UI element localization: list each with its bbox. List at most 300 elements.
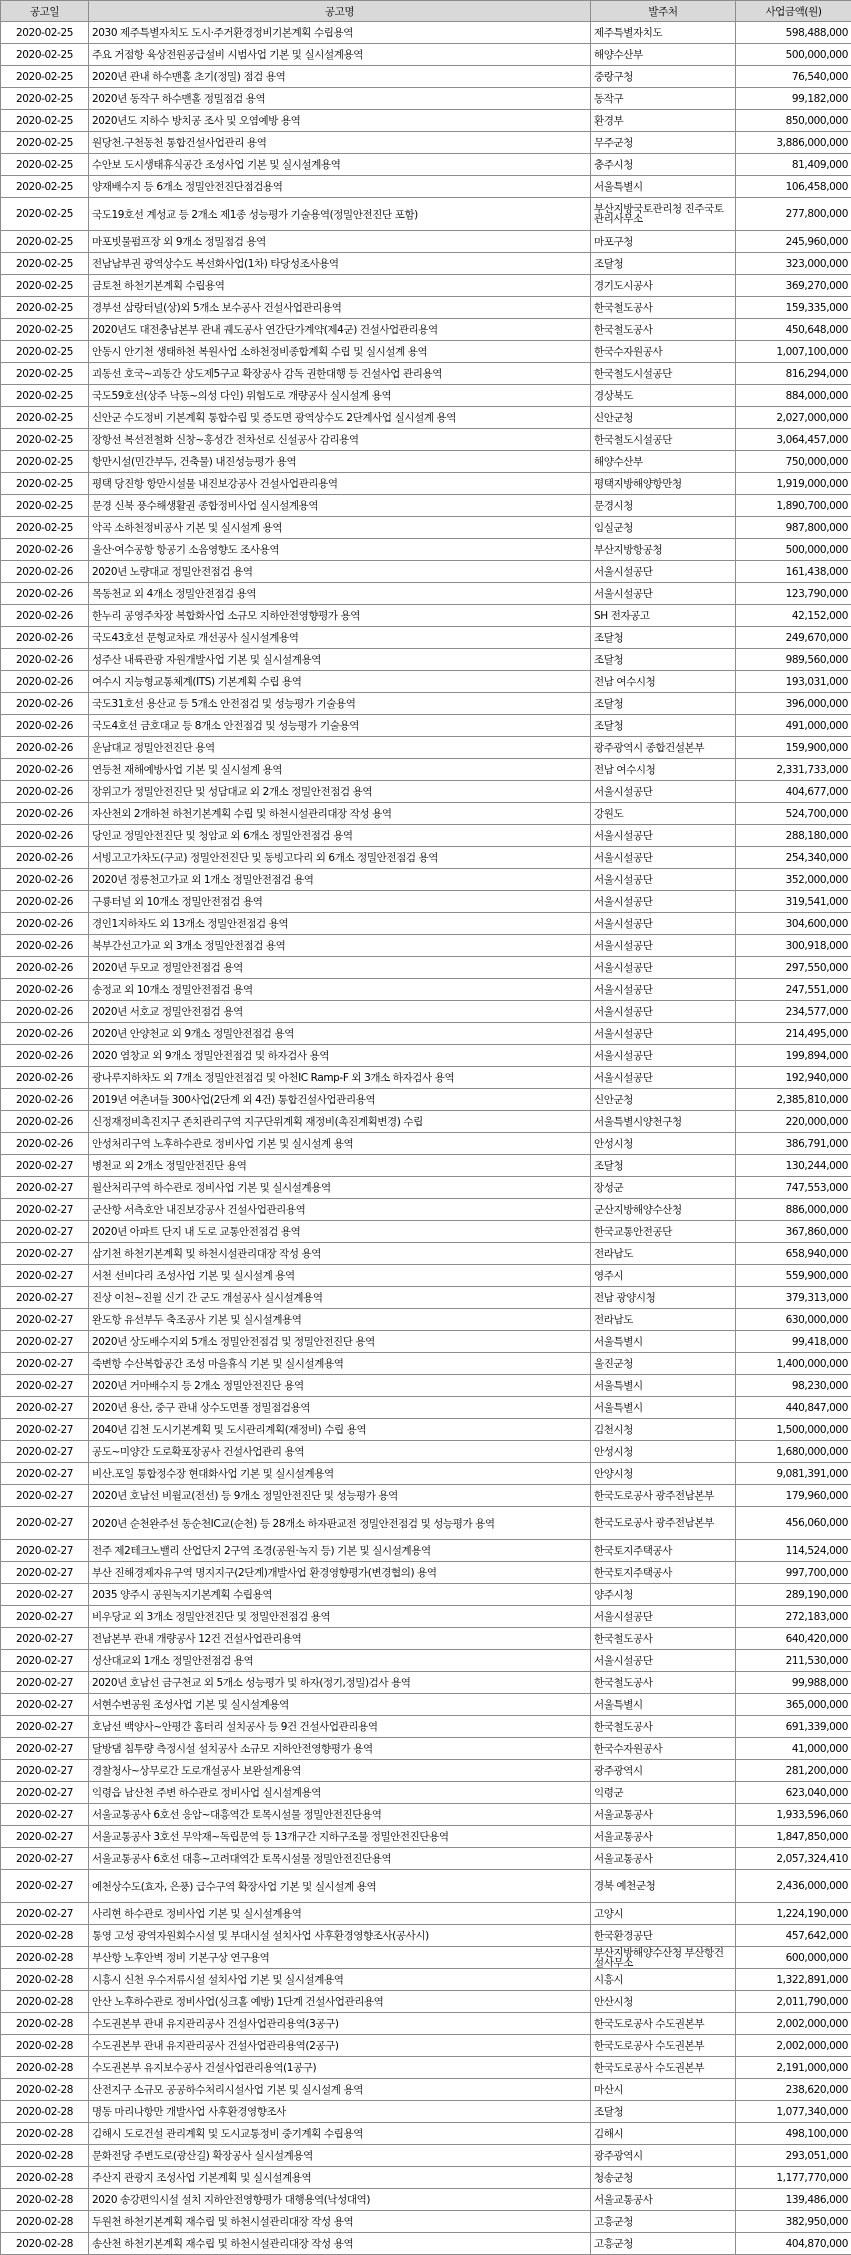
row-amount: 457,642,000 — [736, 1925, 851, 1947]
row-amount: 386,791,000 — [736, 1133, 851, 1155]
row-client: 조달청 — [591, 649, 736, 671]
table-row — [1, 1441, 851, 1463]
row-amount: 1,007,100,000 — [736, 341, 851, 363]
row-date: 2020-02-25 — [1, 110, 89, 132]
table-row — [1, 1243, 851, 1265]
row-date: 2020-02-25 — [1, 495, 89, 517]
row-amount: 1,847,850,000 — [736, 1826, 851, 1848]
row-amount: 2,331,733,000 — [736, 759, 851, 781]
table-row — [1, 1133, 851, 1155]
row-amount: 559,900,000 — [736, 1265, 851, 1287]
row-title: 달방댐 침투량 측정시설 설치공사 소규모 지하안전영향평가 용역 — [89, 1738, 591, 1760]
row-client: 무주군청 — [591, 132, 736, 154]
row-amount: 254,340,000 — [736, 847, 851, 869]
row-title: 2040년 김천 도시기본계획 및 도시관리계획(재정비) 수립 용역 — [89, 1419, 591, 1441]
row-client: 한국수자원공사 — [591, 1738, 736, 1760]
row-date: 2020-02-25 — [1, 88, 89, 110]
row-title: 수도권본부 관내 유지관리공사 건설사업관리용역(2공구) — [89, 2035, 591, 2057]
row-client: 환경부 — [591, 110, 736, 132]
row-amount: 658,940,000 — [736, 1243, 851, 1265]
row-title: 2020년 호남선 비월교(전선) 등 9개소 정밀안전진단 및 성능평가 용역 — [89, 1485, 591, 1507]
row-client: 서울교통공사 — [591, 1804, 736, 1826]
row-title: 서천 선비다리 조성사업 기본 및 실시설계 용역 — [89, 1265, 591, 1287]
row-amount: 98,230,000 — [736, 1375, 851, 1397]
row-amount: 192,940,000 — [736, 1067, 851, 1089]
row-title: 2020년 용산, 중구 관내 상수도면풀 정밀점검용역 — [89, 1397, 591, 1419]
row-title: 송산천 하천기본계획 재수립 및 하천시설관리대장 작성 용역 — [89, 2233, 591, 2255]
row-client: 서울시설공단 — [591, 1045, 736, 1067]
row-client: 해양수산부 — [591, 44, 736, 66]
row-title: 산전지구 소규모 공공하수처리시설사업 기본 및 실시설계 용역 — [89, 2079, 591, 2101]
row-title: 완도항 유선부두 축조공사 기본 및 실시설계용역 — [89, 1309, 591, 1331]
table-row — [1, 2035, 851, 2057]
row-title: 경부선 삼랑터널(상)외 5개소 보수공사 건설사업관리용역 — [89, 297, 591, 319]
table-row — [1, 1738, 851, 1760]
row-amount: 179,960,000 — [736, 1485, 851, 1507]
header-date: 공고일 — [1, 1, 89, 22]
row-amount: 2,436,000,000 — [736, 1870, 851, 1903]
row-title: 병천교 외 2개소 정밀안전진단 용역 — [89, 1155, 591, 1177]
row-amount: 304,600,000 — [736, 913, 851, 935]
row-date: 2020-02-25 — [1, 253, 89, 275]
row-client: 신안군청 — [591, 1089, 736, 1111]
table-row — [1, 803, 851, 825]
table-row — [1, 957, 851, 979]
row-amount: 450,648,000 — [736, 319, 851, 341]
row-title: 운남대교 정밀안전진단 용역 — [89, 737, 591, 759]
table-row — [1, 1584, 851, 1606]
table-row — [1, 561, 851, 583]
row-title: 국도59호선(상주 낙동~의성 다인) 위험도로 개량공사 실시설계 용역 — [89, 385, 591, 407]
row-title: 성산대교외 1개소 정밀안전점검 용역 — [89, 1650, 591, 1672]
row-date: 2020-02-25 — [1, 407, 89, 429]
row-client: 한국철도공사 — [591, 297, 736, 319]
table-row — [1, 2211, 851, 2233]
table-row — [1, 935, 851, 957]
row-title: 2020년 관내 하수맨홀 초기(정밀) 점검 용역 — [89, 66, 591, 88]
row-title: 2020년 동작구 하수맨홀 정밀점검 용역 — [89, 88, 591, 110]
row-title: 마포빗물펌프장 외 9개소 정밀점검 용역 — [89, 231, 591, 253]
row-title: 부산항 노후안벽 정비 기본구상 연구용역 — [89, 1947, 591, 1969]
row-client: 안산시청 — [591, 1991, 736, 2013]
row-client: 광주광역시 — [591, 1760, 736, 1782]
table-row — [1, 693, 851, 715]
table-row — [1, 132, 851, 154]
row-date: 2020-02-27 — [1, 1287, 89, 1309]
row-date: 2020-02-25 — [1, 22, 89, 44]
row-client: 경기도시공사 — [591, 275, 736, 297]
row-client: 서울시설공단 — [591, 847, 736, 869]
table-row — [1, 847, 851, 869]
row-amount: 161,438,000 — [736, 561, 851, 583]
row-date: 2020-02-27 — [1, 1870, 89, 1903]
row-date: 2020-02-26 — [1, 803, 89, 825]
row-title: 여수시 지능형교통체계(ITS) 기본계획 수립 용역 — [89, 671, 591, 693]
row-amount: 816,294,000 — [736, 363, 851, 385]
row-title: 한누리 공영주차장 복합화사업 소규모 지하안전영향평가 용역 — [89, 605, 591, 627]
row-amount: 997,700,000 — [736, 1562, 851, 1584]
row-amount: 524,700,000 — [736, 803, 851, 825]
row-date: 2020-02-26 — [1, 561, 89, 583]
row-amount: 1,400,000,000 — [736, 1353, 851, 1375]
table-row — [1, 1760, 851, 1782]
row-amount: 249,670,000 — [736, 627, 851, 649]
row-title: 2020년 서호교 정밀안전점검 용역 — [89, 1001, 591, 1023]
row-title: 울산·여수공항 항공기 소음영향도 조사용역 — [89, 539, 591, 561]
row-title: 사리현 하수관로 정비사업 기본 및 실시설계용역 — [89, 1903, 591, 1925]
row-title: 안동시 안기천 생태하천 복원사업 소하천정비종합계획 수립 및 실시설계 용역 — [89, 341, 591, 363]
row-client: 서울시설공단 — [591, 561, 736, 583]
row-client: 고양시 — [591, 1903, 736, 1925]
row-date: 2020-02-25 — [1, 297, 89, 319]
row-date: 2020-02-27 — [1, 1331, 89, 1353]
row-amount: 199,894,000 — [736, 1045, 851, 1067]
table-row — [1, 110, 851, 132]
row-date: 2020-02-27 — [1, 1375, 89, 1397]
table-row — [1, 275, 851, 297]
table-row — [1, 1991, 851, 2013]
row-title: 군산항 서측호안 내진보강공사 건설사업관리용역 — [89, 1199, 591, 1221]
row-amount: 1,224,190,000 — [736, 1903, 851, 1925]
row-amount: 352,000,000 — [736, 869, 851, 891]
row-date: 2020-02-28 — [1, 1991, 89, 2013]
row-date: 2020-02-27 — [1, 1540, 89, 1562]
row-client: 서울시설공단 — [591, 913, 736, 935]
row-amount: 598,488,000 — [736, 22, 851, 44]
table-row — [1, 1947, 851, 1969]
table-row — [1, 2079, 851, 2101]
row-title: 수도권본부 관내 유지관리공사 건설사업관리용역(3공구) — [89, 2013, 591, 2035]
row-title: 2019년 여촌녀들 300사업(2단계 외 4건) 통합건설사업관리용역 — [89, 1089, 591, 1111]
row-title: 국도4호선 금호대교 등 8개소 안전점검 및 성능평가 기술용역 — [89, 715, 591, 737]
row-client: 부산지방해양수산청 부산항건설사무소 — [591, 1947, 736, 1969]
row-client: 김해시 — [591, 2123, 736, 2145]
row-title: 2020 염창교 외 9개소 정밀안전점검 및 하자검사 용역 — [89, 1045, 591, 1067]
table-row — [1, 825, 851, 847]
table-row — [1, 44, 851, 66]
row-date: 2020-02-27 — [1, 1221, 89, 1243]
row-title: 송정교 외 10개소 정밀안전점검 용역 — [89, 979, 591, 1001]
row-amount: 81,409,000 — [736, 154, 851, 176]
row-client: 군산지방해양수산청 — [591, 1199, 736, 1221]
row-client: 서울시설공단 — [591, 1067, 736, 1089]
table-row — [1, 1826, 851, 1848]
row-title: 전주 제2테크노밸리 산업단지 2구역 조경(공원·녹지 등) 기본 및 실시설계용역 — [89, 1540, 591, 1562]
row-title: 금토천 하천기본계획 수립용역 — [89, 275, 591, 297]
row-amount: 365,000,000 — [736, 1694, 851, 1716]
row-title: 연등천 재해예방사업 기본 및 실시설계 용역 — [89, 759, 591, 781]
table-row — [1, 913, 851, 935]
row-date: 2020-02-27 — [1, 1694, 89, 1716]
row-client: 서울교통공사 — [591, 2189, 736, 2211]
header-row — [1, 1, 851, 22]
row-title: 삼기천 하천기본계획 및 하천시설관리대장 작성 용역 — [89, 1243, 591, 1265]
table-row — [1, 1925, 851, 1947]
row-date: 2020-02-25 — [1, 341, 89, 363]
row-client: 전남 여수시청 — [591, 671, 736, 693]
table-body — [1, 22, 851, 2255]
table-row — [1, 869, 851, 891]
table-row — [1, 1485, 851, 1507]
row-client: 서울시설공단 — [591, 935, 736, 957]
row-date: 2020-02-26 — [1, 869, 89, 891]
row-date: 2020-02-26 — [1, 627, 89, 649]
table-row — [1, 198, 851, 231]
row-title: 2020년 상도배수지외 5개소 정밀안전점검 및 정밀안전진단 용역 — [89, 1331, 591, 1353]
row-client: 한국도로공사 수도권본부 — [591, 2057, 736, 2079]
table-row — [1, 1606, 851, 1628]
row-date: 2020-02-25 — [1, 319, 89, 341]
row-date: 2020-02-26 — [1, 693, 89, 715]
row-amount: 747,553,000 — [736, 1177, 851, 1199]
table-row — [1, 737, 851, 759]
table-row — [1, 583, 851, 605]
table-row — [1, 1287, 851, 1309]
row-date: 2020-02-25 — [1, 44, 89, 66]
table-row — [1, 649, 851, 671]
row-amount: 600,000,000 — [736, 1947, 851, 1969]
row-client: 김천시청 — [591, 1419, 736, 1441]
row-amount: 277,800,000 — [736, 198, 851, 231]
table-row — [1, 1221, 851, 1243]
row-amount: 41,000,000 — [736, 1738, 851, 1760]
row-amount: 288,180,000 — [736, 825, 851, 847]
row-amount: 106,458,000 — [736, 176, 851, 198]
table-row — [1, 154, 851, 176]
row-date: 2020-02-25 — [1, 473, 89, 495]
row-date: 2020-02-27 — [1, 1782, 89, 1804]
table-row — [1, 363, 851, 385]
row-date: 2020-02-26 — [1, 715, 89, 737]
table-row — [1, 176, 851, 198]
row-date: 2020-02-26 — [1, 781, 89, 803]
row-amount: 139,486,000 — [736, 2189, 851, 2211]
row-title: 구룡터널 외 10개소 정밀안전점검 용역 — [89, 891, 591, 913]
row-client: 서울특별시 — [591, 1694, 736, 1716]
table-row — [1, 1397, 851, 1419]
row-title: 장위고가 정밀안전진단 및 성담대교 외 2개소 정밀안전점검 용역 — [89, 781, 591, 803]
row-client: 전남 여수시청 — [591, 759, 736, 781]
table-row — [1, 297, 851, 319]
row-amount: 498,100,000 — [736, 2123, 851, 2145]
row-date: 2020-02-28 — [1, 1925, 89, 1947]
row-title: 평택 당진항 항만시설물 내진보강공사 건설사업관리용역 — [89, 473, 591, 495]
row-client: 평택지방해양항만청 — [591, 473, 736, 495]
row-title: 2020년 두모교 정밀안전점검 용역 — [89, 957, 591, 979]
table-row — [1, 451, 851, 473]
row-client: 울진군청 — [591, 1353, 736, 1375]
row-amount: 130,244,000 — [736, 1155, 851, 1177]
row-date: 2020-02-26 — [1, 979, 89, 1001]
row-client: 강원도 — [591, 803, 736, 825]
row-amount: 367,860,000 — [736, 1221, 851, 1243]
row-amount: 114,524,000 — [736, 1540, 851, 1562]
row-title: 2020년 아파트 단지 내 도로 교통안전점검 용역 — [89, 1221, 591, 1243]
row-title: 목동천교 외 4개소 정밀안전점검 용역 — [89, 583, 591, 605]
table-row — [1, 88, 851, 110]
row-amount: 1,890,700,000 — [736, 495, 851, 517]
row-date: 2020-02-27 — [1, 1463, 89, 1485]
row-amount: 500,000,000 — [736, 539, 851, 561]
row-date: 2020-02-28 — [1, 2101, 89, 2123]
row-date: 2020-02-26 — [1, 1023, 89, 1045]
row-date: 2020-02-27 — [1, 1584, 89, 1606]
row-amount: 99,418,000 — [736, 1331, 851, 1353]
row-amount: 247,551,000 — [736, 979, 851, 1001]
row-title: 수도권본부 유지보수공사 건설사업관리용역(1공구) — [89, 2057, 591, 2079]
row-date: 2020-02-27 — [1, 1199, 89, 1221]
table-row — [1, 1628, 851, 1650]
row-date: 2020-02-27 — [1, 1848, 89, 1870]
row-client: 서울시설공단 — [591, 1650, 736, 1672]
table-row — [1, 1419, 851, 1441]
table-row — [1, 1375, 851, 1397]
row-date: 2020-02-26 — [1, 825, 89, 847]
row-title: 김해시 도로건설 관리계획 및 도시교통정비 중기계획 수립용역 — [89, 2123, 591, 2145]
row-amount: 9,081,391,000 — [736, 1463, 851, 1485]
row-client: 서울교통공사 — [591, 1826, 736, 1848]
row-title: 전남남부권 광역상수도 복선화사업(1차) 타당성조사용역 — [89, 253, 591, 275]
row-amount: 750,000,000 — [736, 451, 851, 473]
table-row — [1, 1804, 851, 1826]
row-client: 한국토지주택공사 — [591, 1562, 736, 1584]
row-client: 한국환경공단 — [591, 1925, 736, 1947]
row-amount: 2,057,324,410 — [736, 1848, 851, 1870]
row-client: 경북 예천군청 — [591, 1870, 736, 1903]
row-date: 2020-02-25 — [1, 385, 89, 407]
table-row — [1, 495, 851, 517]
row-date: 2020-02-25 — [1, 517, 89, 539]
row-title: 항만시설(민간부두, 건축물) 내진성능평가 용역 — [89, 451, 591, 473]
row-amount: 1,322,891,000 — [736, 1969, 851, 1991]
row-client: SH 전자공고 — [591, 605, 736, 627]
row-client: 조달청 — [591, 2101, 736, 2123]
row-client: 서울시설공단 — [591, 583, 736, 605]
row-client: 고흥군청 — [591, 2211, 736, 2233]
row-amount: 319,541,000 — [736, 891, 851, 913]
row-date: 2020-02-27 — [1, 1606, 89, 1628]
row-amount: 193,031,000 — [736, 671, 851, 693]
header-client: 발주처 — [591, 1, 736, 22]
row-client: 안성시청 — [591, 1441, 736, 1463]
row-date: 2020-02-27 — [1, 1507, 89, 1540]
header-title: 공고명 — [89, 1, 591, 22]
row-amount: 404,677,000 — [736, 781, 851, 803]
table-row — [1, 429, 851, 451]
row-amount: 1,177,770,000 — [736, 2167, 851, 2189]
table-row — [1, 1001, 851, 1023]
row-amount: 2,027,000,000 — [736, 407, 851, 429]
row-title: 경인1지하차도 외 13개소 정밀안전점검 용역 — [89, 913, 591, 935]
row-title: 자산천외 2개하천 하천기본계획 수립 및 하천시설관리대장 작성 용역 — [89, 803, 591, 825]
row-date: 2020-02-27 — [1, 1419, 89, 1441]
row-title: 예천상수도(효자, 은풍) 급수구역 확장사업 기본 및 실시설계 용역 — [89, 1870, 591, 1903]
row-client: 한국철도시설공단 — [591, 429, 736, 451]
row-title: 성주산 내륙관광 자원개발사업 기본 및 실시설계용역 — [89, 649, 591, 671]
table-row — [1, 1353, 851, 1375]
table-row — [1, 2013, 851, 2035]
row-title: 장항선 복선전철화 신창~홍성간 전차선로 신설공사 감리용역 — [89, 429, 591, 451]
row-amount: 1,077,340,000 — [736, 2101, 851, 2123]
row-title: 익령읍 남산천 주변 하수관로 정비사업 실시설계용역 — [89, 1782, 591, 1804]
row-client: 충주시청 — [591, 154, 736, 176]
row-client: 한국철도공사 — [591, 1672, 736, 1694]
row-client: 서울시설공단 — [591, 869, 736, 891]
row-client: 서울시설공단 — [591, 825, 736, 847]
row-amount: 2,191,000,000 — [736, 2057, 851, 2079]
row-title: 국도31호선 용산교 등 5개소 안전점검 및 성능평가 기술용역 — [89, 693, 591, 715]
row-client: 청송군청 — [591, 2167, 736, 2189]
row-title: 2020년 호남선 금구천교 외 5개소 성능평가 및 하자(정기,정밀)검사 용역 — [89, 1672, 591, 1694]
row-title: 괴동선 호국~괴동간 상도제5구교 확장공사 감독 권한대행 등 건설사업 관리용역 — [89, 363, 591, 385]
row-date: 2020-02-27 — [1, 1738, 89, 1760]
row-client: 한국철도공사 — [591, 319, 736, 341]
row-date: 2020-02-27 — [1, 1265, 89, 1287]
row-client: 부산지방국토관리청 진주국토관리사무소 — [591, 198, 736, 231]
row-title: 죽변항 수산복합공간 조성 마을휴식 기본 및 실시설계용역 — [89, 1353, 591, 1375]
row-date: 2020-02-27 — [1, 1485, 89, 1507]
row-title: 서울교통공사 6호선 응암~대흥역간 토목시설물 정밀안전진단용역 — [89, 1804, 591, 1826]
row-date: 2020-02-27 — [1, 1903, 89, 1925]
row-date: 2020-02-28 — [1, 2013, 89, 2035]
row-client: 마포구청 — [591, 231, 736, 253]
row-date: 2020-02-26 — [1, 1133, 89, 1155]
row-client: 서울시설공단 — [591, 1606, 736, 1628]
row-title: 경찰청사~상무로간 도로개설공사 보완설계용역 — [89, 1760, 591, 1782]
row-date: 2020-02-27 — [1, 1441, 89, 1463]
table-row — [1, 319, 851, 341]
table-row — [1, 715, 851, 737]
row-amount: 297,550,000 — [736, 957, 851, 979]
table-row — [1, 1177, 851, 1199]
row-amount: 300,918,000 — [736, 935, 851, 957]
row-date: 2020-02-26 — [1, 957, 89, 979]
table-row — [1, 1463, 851, 1485]
table-row — [1, 1903, 851, 1925]
row-date: 2020-02-26 — [1, 1001, 89, 1023]
row-title: 악곡 소하천정비공사 기본 및 실시설계 용역 — [89, 517, 591, 539]
row-date: 2020-02-28 — [1, 2233, 89, 2255]
table-row — [1, 759, 851, 781]
table-row — [1, 517, 851, 539]
row-client: 서울시설공단 — [591, 781, 736, 803]
row-date: 2020-02-28 — [1, 2035, 89, 2057]
row-date: 2020-02-27 — [1, 1826, 89, 1848]
table-row — [1, 1650, 851, 1672]
row-title: 신정재정비촉진지구 존치관리구역 지구단위계획 재정비(촉진계획변경) 수립 — [89, 1111, 591, 1133]
row-date: 2020-02-28 — [1, 2123, 89, 2145]
table-row — [1, 2167, 851, 2189]
row-title: 원당천.구천동천 통합건설사업관리 용역 — [89, 132, 591, 154]
row-date: 2020-02-25 — [1, 231, 89, 253]
row-date: 2020-02-27 — [1, 1353, 89, 1375]
row-date: 2020-02-27 — [1, 1155, 89, 1177]
row-date: 2020-02-26 — [1, 1067, 89, 1089]
table-row — [1, 1782, 851, 1804]
row-client: 조달청 — [591, 1155, 736, 1177]
row-title: 2020년 노량대교 정밀안전점검 용역 — [89, 561, 591, 583]
row-amount: 159,335,000 — [736, 297, 851, 319]
row-title: 안산 노후하수관로 정비사업(싱크홀 예방) 1단계 건설사업관리용역 — [89, 1991, 591, 2013]
row-date: 2020-02-26 — [1, 935, 89, 957]
table-row — [1, 22, 851, 44]
row-amount: 2,385,810,000 — [736, 1089, 851, 1111]
row-amount: 238,620,000 — [736, 2079, 851, 2101]
row-title: 주요 거점항 육상전원공급설비 시범사업 기본 및 실시설계용역 — [89, 44, 591, 66]
row-date: 2020-02-27 — [1, 1562, 89, 1584]
row-date: 2020-02-27 — [1, 1243, 89, 1265]
row-client: 안양시청 — [591, 1463, 736, 1485]
